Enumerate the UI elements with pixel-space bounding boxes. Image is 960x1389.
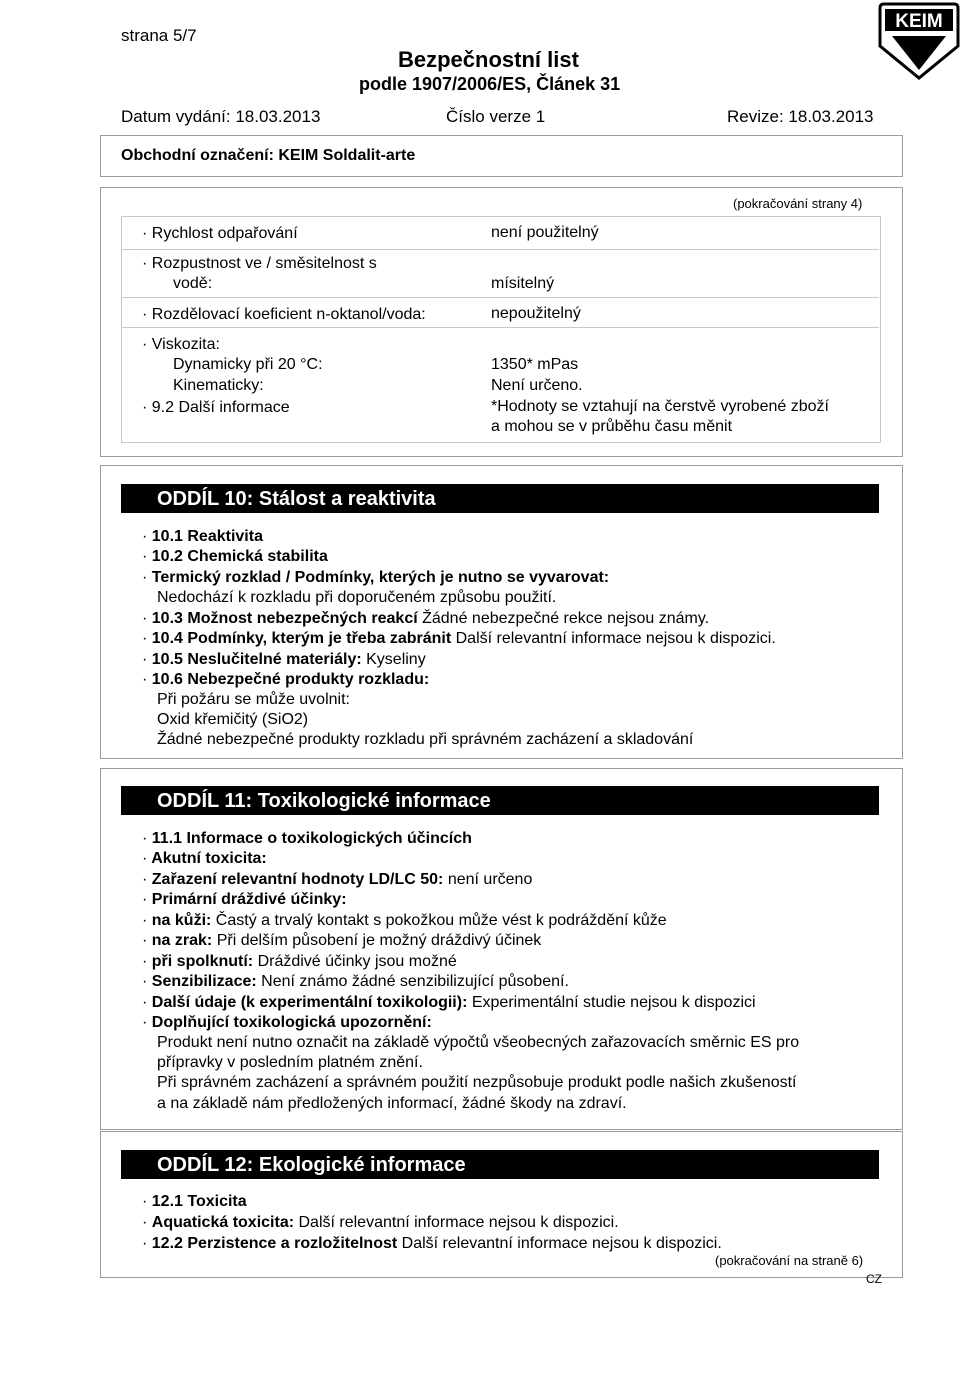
bullet: · [142,306,148,323]
other-info-text: 9.2 Další informace [151,399,290,416]
s10-conditions [142,629,776,649]
language-code: CZ [866,1272,882,1286]
dynamic-label: Dynamicky při 20 °C: [173,356,323,373]
bullet: · [142,630,148,647]
s10-hazardous-reactions [142,609,709,629]
s11-l3-label: Zařazení relevantní hodnoty LD/LC 50: [151,871,444,888]
bullet: · [142,871,148,888]
row-divider [122,249,879,250]
bullet: · [142,891,148,908]
s10-l6-value: Kyseliny [366,651,426,668]
s11-para-1b: přípravky v posledním platném znění. [157,1054,423,1071]
s11-l4-text: Primární dráždivé účinky: [151,891,347,908]
bullet: · [142,671,148,688]
s11-sensitisation [142,972,569,992]
s11-info [142,829,472,849]
s11-experimental [142,993,756,1013]
s10-no-hazardous: Žádné nebezpečné produkty rozkladu při správném zacházení a skladování [157,731,694,748]
bullet: · [142,399,148,416]
s12-l3-label: 12.2 Perzistence a rozložitelnost [151,1235,398,1252]
bullet: · [142,1235,148,1252]
section-10-heading-text: ODDÍL 10: Stálost a reaktivita [157,488,436,510]
s10-decomposition [142,670,429,690]
continued-from-note: (pokračování strany 4) [733,196,863,211]
s11-eyes [142,931,541,951]
bullet: · [142,973,148,990]
document-subtitle: podle 1907/2006/ES, Článek 31 [359,74,621,94]
s11-l7-label: při spolknutí: [151,953,254,970]
bullet: · [142,850,148,867]
s10-stability [142,547,328,567]
evaporation-text: Rychlost odpařování [151,225,298,242]
s10-l3-text: Termický rozklad / Podmínky, kterých je nutno se vyvarovat: [151,569,610,586]
bullet: · [142,912,148,929]
s11-l9-label: Další údaje (k experimentální toxikologii): [151,994,468,1011]
product-name-box [100,135,903,177]
bullet: · [142,336,148,353]
s11-skin [142,911,667,931]
bullet: · [142,528,148,545]
section-11-heading-text: ODDÍL 11: Toxikologické informace [157,790,491,812]
s11-para-1a: Produkt není nutno označit na základě výpočtů všeobecných zařazovacích směrnic ES pro [157,1034,800,1051]
s12-persistence [142,1234,722,1254]
s11-l7-value: Dráždivé účinky jsou možné [257,953,457,970]
s11-l8-value: Není známo žádné senzibilizující působení. [261,973,569,990]
other-info-label [142,398,290,418]
s10-thermal [142,568,609,588]
s10-l5-label: 10.4 Podmínky, kterým je třeba zabránit [151,630,452,647]
partition-text: Rozdělovací koeficient n-oktanol/voda: [151,306,426,323]
section-12-heading-text: ODDÍL 12: Ekologické informace [157,1154,466,1176]
solubility-label-2: vodě: [173,275,213,292]
s11-l5-value: Častý a trvalý kontakt s pokožkou může vést k podráždění kůže [215,912,667,929]
s10-l2-text: 10.2 Chemická stabilita [151,548,328,565]
s10-l7-text: 10.6 Nebezpečné produkty rozkladu: [151,671,430,688]
bullet: · [142,548,148,565]
s11-acute [142,849,267,869]
page-number: strana 5/7 [121,26,197,45]
solubility-text: Rozpustnost ve / směsitelnost s [151,255,377,272]
s11-ingestion [142,952,457,972]
document-title: Bezpečnostní list [398,47,579,72]
evaporation-label [142,224,298,244]
row-divider [122,297,879,298]
s11-l6-label: na zrak: [151,932,213,949]
s11-l5-label: na kůži: [151,912,212,929]
s10-silicon-oxide: Oxid křemičitý (SiO2) [157,711,309,728]
partition-label [142,305,426,325]
row-divider [122,327,879,328]
s10-thermal-detail: Nedochází k rozkladu při doporučeném způsobu použití. [157,589,557,606]
product-name: Obchodní označení: KEIM Soldalit-arte [121,147,416,164]
keim-logo [878,0,960,82]
evaporation-value: není použitelný [491,224,599,241]
continued-on-note: (pokračování na straně 6) [715,1253,864,1268]
s10-incompatible [142,650,426,670]
other-info-value-1: *Hodnoty se vztahují na čerstvě vyrobené zboží [491,398,829,415]
s11-l9-value: Experimentální studie nejsou k dispozici [471,994,756,1011]
s12-aquatic [142,1213,619,1233]
s12-l2-value: Další relevantní informace nejsou k dispozici. [298,1214,619,1231]
bullet: · [142,569,148,586]
bullet: · [142,932,148,949]
kinematic-label: Kinematicky: [173,377,264,394]
bullet: · [142,255,148,272]
section-12-heading [121,1150,879,1179]
s10-l4-label: 10.3 Možnost nebezpečných reakcí [151,610,418,627]
s11-l1-text: 11.1 Informace o toxikologických účincích [151,830,472,847]
kinematic-value: Není určeno. [491,377,583,394]
s11-para-2a: Při správném zacházení a správném použití nezpůsobuje produkt podle našich zkušeností [157,1074,797,1091]
version-number: Číslo verze 1 [446,107,546,126]
section-11-heading [121,786,879,815]
s11-primary-irritant [142,890,347,910]
s10-l5-value: Další relevantní informace nejsou k dispozici. [455,630,776,647]
s12-toxicity [142,1192,247,1212]
revision-date: Revize: 18.03.2013 [727,107,874,126]
bullet: · [142,225,148,242]
s12-l3-value: Další relevantní informace nejsou k dispozici. [401,1235,722,1252]
s11-para-2b: a na základě nám předložených informací, žádné škody na zdraví. [157,1095,627,1112]
s10-l6-label: 10.5 Neslučitelné materiály: [151,651,362,668]
bullet: · [142,953,148,970]
bullet: · [142,1193,148,1210]
s11-additional [142,1013,432,1033]
viscosity-label [142,335,220,355]
bullet: · [142,610,148,627]
bullet: · [142,1214,148,1231]
s11-l3-value: není určeno [447,871,533,888]
s11-l8-label: Senzibilizace: [151,973,257,990]
bullet: · [142,1014,148,1031]
solubility-value: mísitelný [491,275,555,292]
s10-l1-text: 10.1 Reaktivita [151,528,263,545]
s11-l2-text: Akutní toxicita: [151,850,267,867]
dynamic-value: 1350* mPas [491,356,579,373]
other-info-value-2: a mohou se v průběhu času měnit [491,418,733,435]
s12-l1-text: 12.1 Toxicita [151,1193,247,1210]
issue-date: Datum vydání: 18.03.2013 [121,107,321,126]
s10-fire-release: Při požáru se může uvolnit: [157,691,350,708]
s10-reactivity [142,527,263,547]
solubility-label [142,254,377,274]
partition-value: nepoužitelný [491,305,581,322]
s10-l4-value: Žádné nebezpečné rekce nejsou známy. [422,610,710,627]
section-10-heading [121,484,879,513]
s11-l10-text: Doplňující toxikologická upozornění: [151,1014,432,1031]
s11-l6-value: Při delším působení je možný dráždivý účinek [216,932,542,949]
s11-ld-lc50 [142,870,532,890]
svg-text:KEIM: KEIM [895,11,943,32]
s12-l2-label: Aquatická toxicita: [151,1214,295,1231]
bullet: · [142,994,148,1011]
bullet: · [142,830,148,847]
viscosity-text: Viskozita: [151,336,220,353]
bullet: · [142,651,148,668]
